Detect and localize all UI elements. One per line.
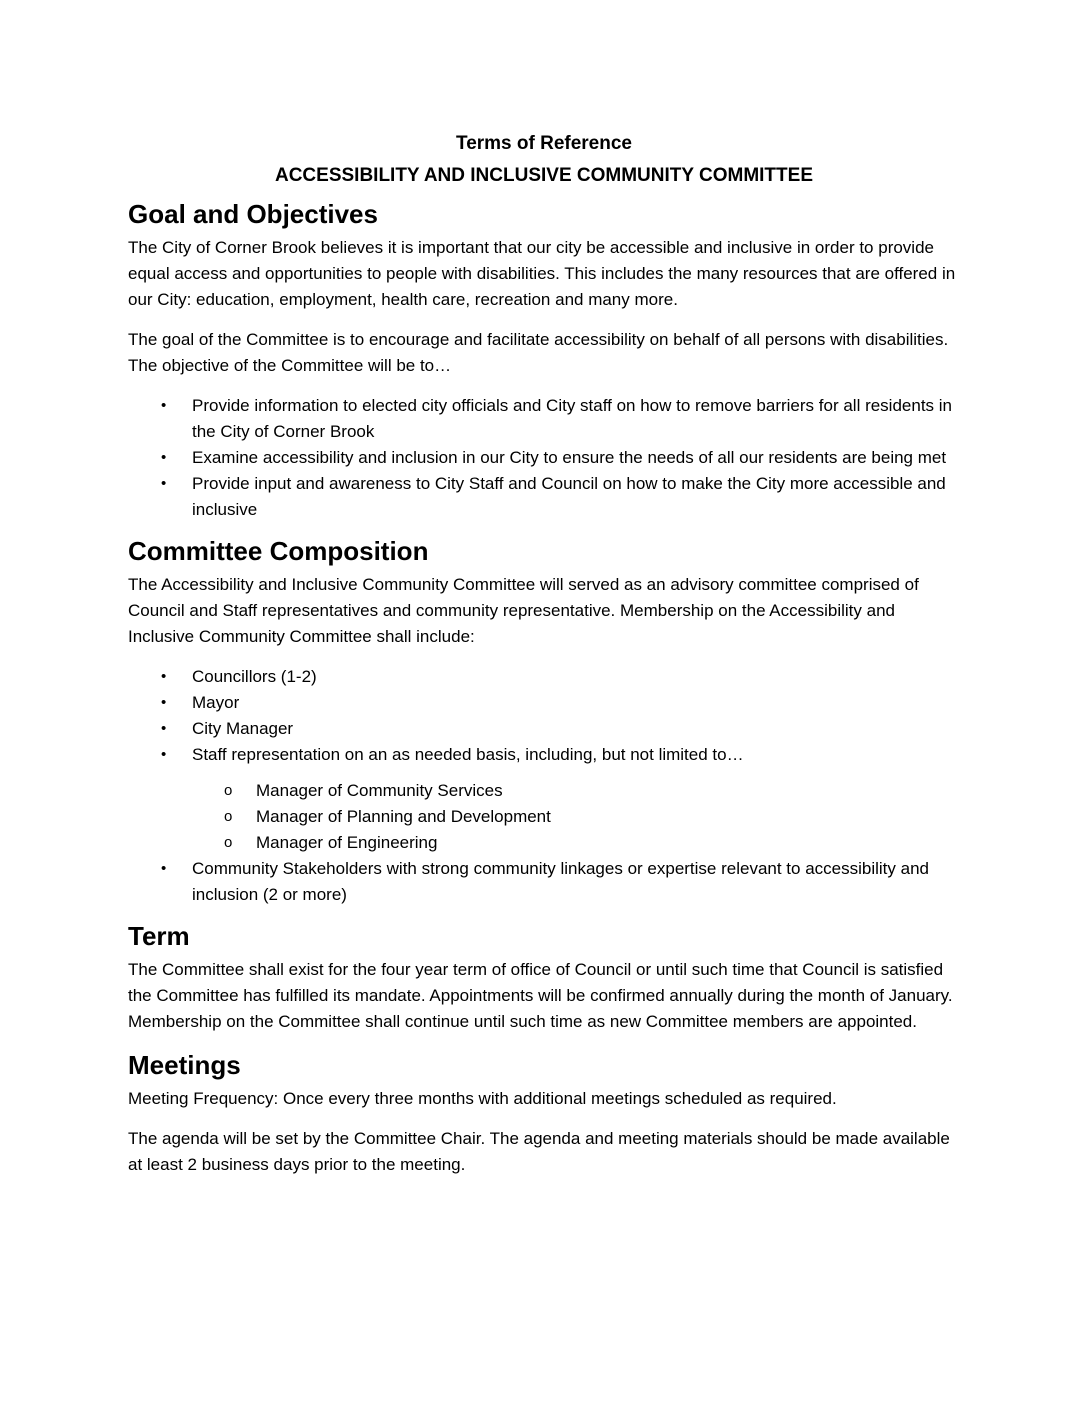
list-item-text: Examine accessibility and inclusion in our City to ensure the needs of all our residents are being met <box>192 448 947 467</box>
list-item-text: Manager of Community Services <box>256 781 503 800</box>
sub-list-item <box>128 830 960 856</box>
bullet-icon: • <box>161 746 167 763</box>
list-item-text: Provide information to elected city officials and City staff on how to remove barriers for all residents in the City of Corner Brook <box>192 396 953 441</box>
sub-list-item <box>128 804 960 830</box>
list-item <box>128 716 960 742</box>
list-item <box>128 690 960 716</box>
list-item-text: Community Stakeholders with strong community linkages or expertise relevant to accessibility and inclusion (2 or more) <box>192 859 929 904</box>
membership-list <box>128 664 960 768</box>
section-heading-meetings: Meetings <box>128 1050 241 1080</box>
sub-bullet-icon: o <box>224 808 233 825</box>
list-item <box>128 445 960 471</box>
list-item-text: City Manager <box>192 719 294 738</box>
document-title: Terms of Reference <box>456 133 632 154</box>
paragraph: The Accessibility and Inclusive Community Committee will served as an advisory committee comprised of Council and Staff representatives and community representative. Membership on the Accessibility and Inclusive Community Committee shall include: <box>128 575 919 646</box>
bullet-icon: • <box>161 668 167 685</box>
section-composition <box>128 535 960 908</box>
list-item <box>128 664 960 690</box>
bullet-icon: • <box>161 449 167 466</box>
list-item-text: Provide input and awareness to City Staff and Council on how to make the City more accessible and inclusive <box>192 474 946 519</box>
sub-list-item <box>128 778 960 804</box>
bullet-icon: • <box>161 397 167 414</box>
objectives-list <box>128 393 960 523</box>
section-goal <box>128 198 960 523</box>
list-item-text: Manager of Planning and Development <box>256 807 551 826</box>
paragraph: The Committee shall exist for the four year term of office of Council or until such time that Council is satisfied the Committee has fulfilled its mandate. Appointments will be confirmed annually during the month of January. Membership on the Committee shall continue until such time as new Committee members are appointed. <box>128 960 953 1031</box>
list-item-text: Mayor <box>192 693 240 712</box>
membership-list-continued <box>128 856 960 908</box>
paragraph: The goal of the Committee is to encourage and facilitate accessibility on behalf of all persons with disabilities. The objective of the Committee will be to… <box>128 330 949 375</box>
section-heading-composition: Committee Composition <box>128 536 429 566</box>
section-meetings <box>128 1049 960 1178</box>
section-heading-goal: Goal and Objectives <box>128 199 378 229</box>
staff-sub-list <box>128 778 960 856</box>
document-page <box>128 128 960 1192</box>
sub-bullet-icon: o <box>224 834 233 851</box>
paragraph: The agenda will be set by the Committee Chair. The agenda and meeting materials should be made available at least 2 business days prior to the meeting. <box>128 1129 950 1174</box>
paragraph: The City of Corner Brook believes it is important that our city be accessible and inclusive in order to provide equal access and opportunities to people with disabilities. This includes the many resources that are offered in our City: education, employment, health care, recreation and many more. <box>128 238 956 309</box>
bullet-icon: • <box>161 694 167 711</box>
list-item-text: Manager of Engineering <box>256 833 438 852</box>
bullet-icon: • <box>161 720 167 737</box>
list-item <box>128 856 960 908</box>
committee-name: ACCESSIBILITY AND INCLUSIVE COMMUNITY COMMITTEE <box>274 165 813 186</box>
bullet-icon: • <box>161 860 167 877</box>
sub-bullet-icon: o <box>224 782 233 799</box>
list-item-text: Councillors (1-2) <box>192 667 317 686</box>
section-term <box>128 920 960 1035</box>
list-item <box>128 742 960 768</box>
list-item <box>128 471 960 523</box>
list-item <box>128 393 960 445</box>
section-heading-term: Term <box>128 921 190 951</box>
paragraph: Meeting Frequency: Once every three months with additional meetings scheduled as required. <box>128 1089 837 1108</box>
bullet-icon: • <box>161 475 167 492</box>
list-item-text: Staff representation on an as needed basis, including, but not limited to… <box>192 745 744 764</box>
